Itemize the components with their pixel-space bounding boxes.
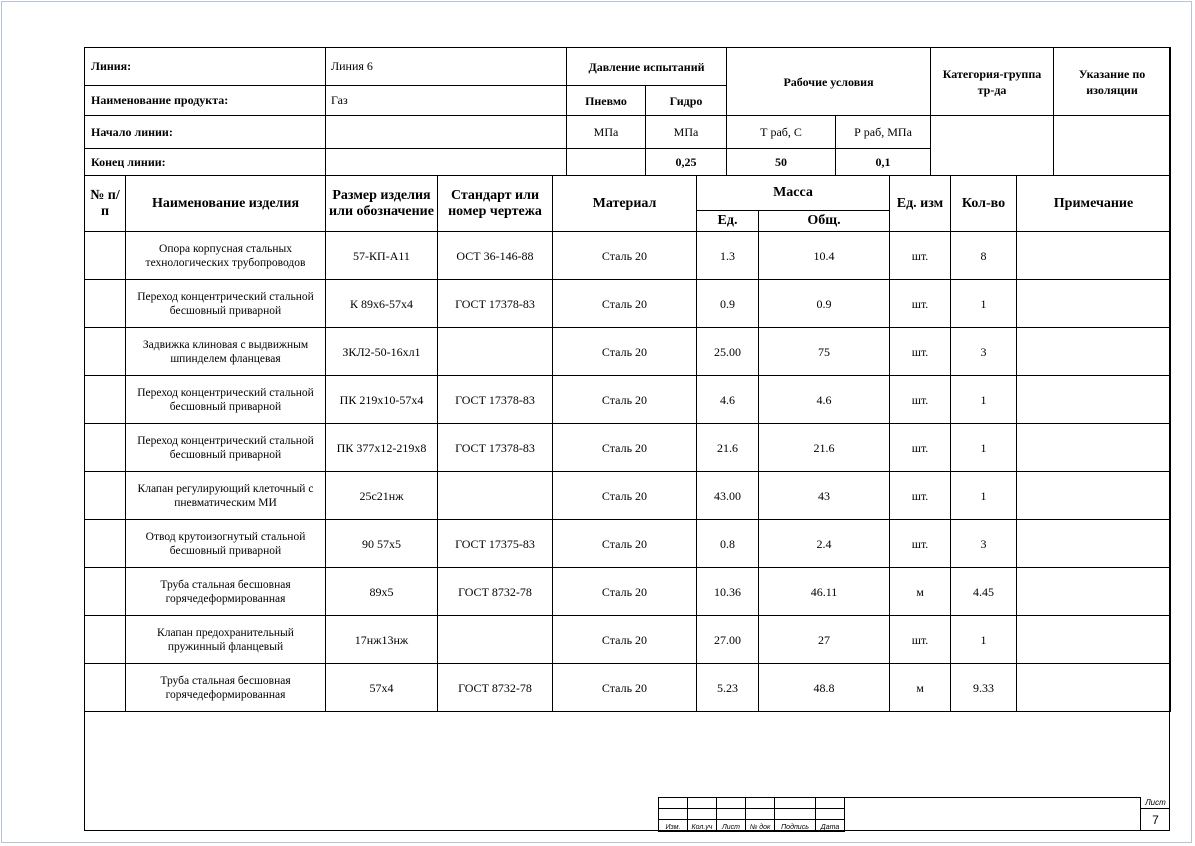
cell-qty: 3 — [951, 328, 1017, 376]
cell-material: Сталь 20 — [553, 520, 697, 568]
cell-size: 57-КП-А11 — [326, 232, 438, 280]
cell-qty: 1 — [951, 376, 1017, 424]
cell-mass-unit: 1.3 — [697, 232, 759, 280]
cell-mass-total: 10.4 — [759, 232, 890, 280]
cell-mass-unit: 27.00 — [697, 616, 759, 664]
cell-standard: ГОСТ 8732-78 — [438, 568, 553, 616]
cell-mass-unit: 21.6 — [697, 424, 759, 472]
cell-mass-unit: 25.00 — [697, 328, 759, 376]
pneumo-value — [567, 149, 646, 176]
col-standard: Стандарт или номер чертежа — [438, 176, 553, 232]
cell-qty: 1 — [951, 280, 1017, 328]
cell-num — [85, 568, 126, 616]
cell-material: Сталь 20 — [553, 424, 697, 472]
stamp-caption: № док — [746, 820, 775, 832]
table-row — [85, 328, 1171, 376]
cell-size: ПК 219х10-57х4 — [326, 376, 438, 424]
test-pressure-header: Давление испытаний — [567, 48, 727, 86]
cell-mass-total: 0.9 — [759, 280, 890, 328]
cell-mass-total: 46.11 — [759, 568, 890, 616]
table-row — [85, 616, 1171, 664]
line-label: Линия: — [85, 48, 326, 86]
cell-material: Сталь 20 — [553, 280, 697, 328]
cell-num — [85, 472, 126, 520]
col-mass-total: Общ. — [759, 211, 890, 232]
cell-unit: м — [890, 568, 951, 616]
end-label: Конец линии: — [85, 149, 326, 176]
cell-num — [85, 328, 126, 376]
cell-mass-unit: 4.6 — [697, 376, 759, 424]
header-table — [84, 47, 1171, 176]
cell-name: Клапан предохранительный пружинный фланцевый — [126, 616, 326, 664]
cell-material: Сталь 20 — [553, 616, 697, 664]
cell-num — [85, 664, 126, 712]
insulation-value — [1054, 116, 1171, 176]
cell-material: Сталь 20 — [553, 376, 697, 424]
cell-material: Сталь 20 — [553, 232, 697, 280]
line-value: Линия 6 — [326, 48, 567, 86]
cell-material: Сталь 20 — [553, 568, 697, 616]
cell-unit: м — [890, 664, 951, 712]
start-value — [326, 116, 567, 149]
col-mass-unit: Ед. — [697, 211, 759, 232]
cell-mass-total: 21.6 — [759, 424, 890, 472]
cell-qty: 9.33 — [951, 664, 1017, 712]
cell-note — [1017, 520, 1171, 568]
cell-name: Переход концентрический стальной бесшовный приварной — [126, 376, 326, 424]
cell-size: К 89х6-57х4 — [326, 280, 438, 328]
start-label: Начало линии: — [85, 116, 326, 149]
cell-name: Переход концентрический стальной бесшовный приварной — [126, 280, 326, 328]
table-row — [85, 520, 1171, 568]
cell-standard — [438, 472, 553, 520]
pressure-unit: Р раб, МПа — [836, 116, 931, 149]
cell-standard: ГОСТ 17375-83 — [438, 520, 553, 568]
cell-num — [85, 616, 126, 664]
hydro-unit: МПа — [646, 116, 727, 149]
cell-num — [85, 520, 126, 568]
cell-standard: ОСТ 36-146-88 — [438, 232, 553, 280]
cell-name: Клапан регулирующий клеточный с пневматическим МИ — [126, 472, 326, 520]
temp-unit: Т раб, С — [727, 116, 836, 149]
cell-size: 17нж13нж — [326, 616, 438, 664]
cell-mass-total: 4.6 — [759, 376, 890, 424]
product-value: Газ — [326, 86, 567, 116]
cell-qty: 4.45 — [951, 568, 1017, 616]
cell-unit: шт. — [890, 280, 951, 328]
cell-standard: ГОСТ 8732-78 — [438, 664, 553, 712]
cell-material: Сталь 20 — [553, 664, 697, 712]
col-qty: Кол-во — [951, 176, 1017, 232]
cell-note — [1017, 616, 1171, 664]
cell-note — [1017, 424, 1171, 472]
cell-num — [85, 376, 126, 424]
cell-note — [1017, 280, 1171, 328]
col-num: № п/п — [85, 176, 126, 232]
table-row — [85, 424, 1171, 472]
cell-size: 57х4 — [326, 664, 438, 712]
cell-size: 90 57х5 — [326, 520, 438, 568]
col-mass: Масса — [697, 176, 890, 211]
cell-unit: шт. — [890, 424, 951, 472]
cell-standard: ГОСТ 17378-83 — [438, 376, 553, 424]
col-size: Размер изделия или обозначение — [326, 176, 438, 232]
category-header: Категория-группа тр-да — [931, 48, 1054, 116]
cell-size: 25с21нж — [326, 472, 438, 520]
cell-mass-total: 27 — [759, 616, 890, 664]
cell-unit: шт. — [890, 232, 951, 280]
cell-mass-unit: 0.9 — [697, 280, 759, 328]
hydro-header: Гидро — [646, 86, 727, 116]
cell-unit: шт. — [890, 472, 951, 520]
col-material: Материал — [553, 176, 697, 232]
cell-qty: 1 — [951, 616, 1017, 664]
table-row — [85, 232, 1171, 280]
cell-name: Труба стальная бесшовная горячедеформированная — [126, 664, 326, 712]
cell-num — [85, 424, 126, 472]
cell-note — [1017, 472, 1171, 520]
table-row — [85, 568, 1171, 616]
sheet-number-box — [1140, 797, 1170, 831]
col-name: Наименование изделия — [126, 176, 326, 232]
cell-mass-total: 2.4 — [759, 520, 890, 568]
cell-qty: 1 — [951, 424, 1017, 472]
cell-name: Переход концентрический стальной бесшовный приварной — [126, 424, 326, 472]
table-row — [85, 664, 1171, 712]
cell-mass-total: 43 — [759, 472, 890, 520]
product-label: Наименование продукта: — [85, 86, 326, 116]
stamp-top-line — [844, 797, 1140, 798]
cell-unit: шт. — [890, 616, 951, 664]
cell-material: Сталь 20 — [553, 328, 697, 376]
cell-name: Отвод крутоизогнутый стальной бесшовный приварной — [126, 520, 326, 568]
cell-size: ЗКЛ2-50-16хл1 — [326, 328, 438, 376]
cell-mass-unit: 43.00 — [697, 472, 759, 520]
cell-qty: 8 — [951, 232, 1017, 280]
cell-standard: ГОСТ 17378-83 — [438, 280, 553, 328]
sheet-label: Лист — [1141, 797, 1170, 809]
cell-standard: ГОСТ 17378-83 — [438, 424, 553, 472]
temp-value: 50 — [727, 149, 836, 176]
cell-unit: шт. — [890, 520, 951, 568]
pressure-value: 0,1 — [836, 149, 931, 176]
cell-material: Сталь 20 — [553, 472, 697, 520]
cell-name: Задвижка клиновая с выдвижным шпинделем фланцевая — [126, 328, 326, 376]
cell-name: Опора корпусная стальных технологических трубопроводов — [126, 232, 326, 280]
cell-standard — [438, 328, 553, 376]
stamp-caption: Лист — [717, 820, 746, 832]
spec-table — [84, 175, 1171, 712]
cell-size: 89х5 — [326, 568, 438, 616]
end-value — [326, 149, 567, 176]
table-row — [85, 472, 1171, 520]
cell-unit: шт. — [890, 376, 951, 424]
title-block-stamp — [658, 797, 845, 832]
pneumo-header: Пневмо — [567, 86, 646, 116]
cell-qty: 1 — [951, 472, 1017, 520]
pneumo-unit: МПа — [567, 116, 646, 149]
insulation-header: Указание по изоляции — [1054, 48, 1171, 116]
cell-standard — [438, 616, 553, 664]
table-row — [85, 376, 1171, 424]
stamp-caption: Подпись — [775, 820, 816, 832]
stamp-caption: Изм. — [659, 820, 688, 832]
working-conditions-header: Рабочие условия — [727, 48, 931, 116]
table-row — [85, 280, 1171, 328]
cell-note — [1017, 328, 1171, 376]
cell-mass-unit: 5.23 — [697, 664, 759, 712]
hydro-value: 0,25 — [646, 149, 727, 176]
sheet-number: 7 — [1152, 813, 1159, 827]
cell-unit: шт. — [890, 328, 951, 376]
cell-note — [1017, 664, 1171, 712]
category-value — [931, 116, 1054, 176]
cell-note — [1017, 376, 1171, 424]
col-note: Примечание — [1017, 176, 1171, 232]
stamp-caption: Дата — [816, 820, 845, 832]
stamp-caption: Кол.уч — [688, 820, 717, 832]
col-unit: Ед. изм — [890, 176, 951, 232]
cell-num — [85, 280, 126, 328]
cell-num — [85, 232, 126, 280]
cell-mass-total: 48.8 — [759, 664, 890, 712]
cell-mass-total: 75 — [759, 328, 890, 376]
cell-note — [1017, 232, 1171, 280]
cell-qty: 3 — [951, 520, 1017, 568]
cell-note — [1017, 568, 1171, 616]
cell-name: Труба стальная бесшовная горячедеформированная — [126, 568, 326, 616]
cell-mass-unit: 0.8 — [697, 520, 759, 568]
cell-mass-unit: 10.36 — [697, 568, 759, 616]
cell-size: ПК 377х12-219х8 — [326, 424, 438, 472]
